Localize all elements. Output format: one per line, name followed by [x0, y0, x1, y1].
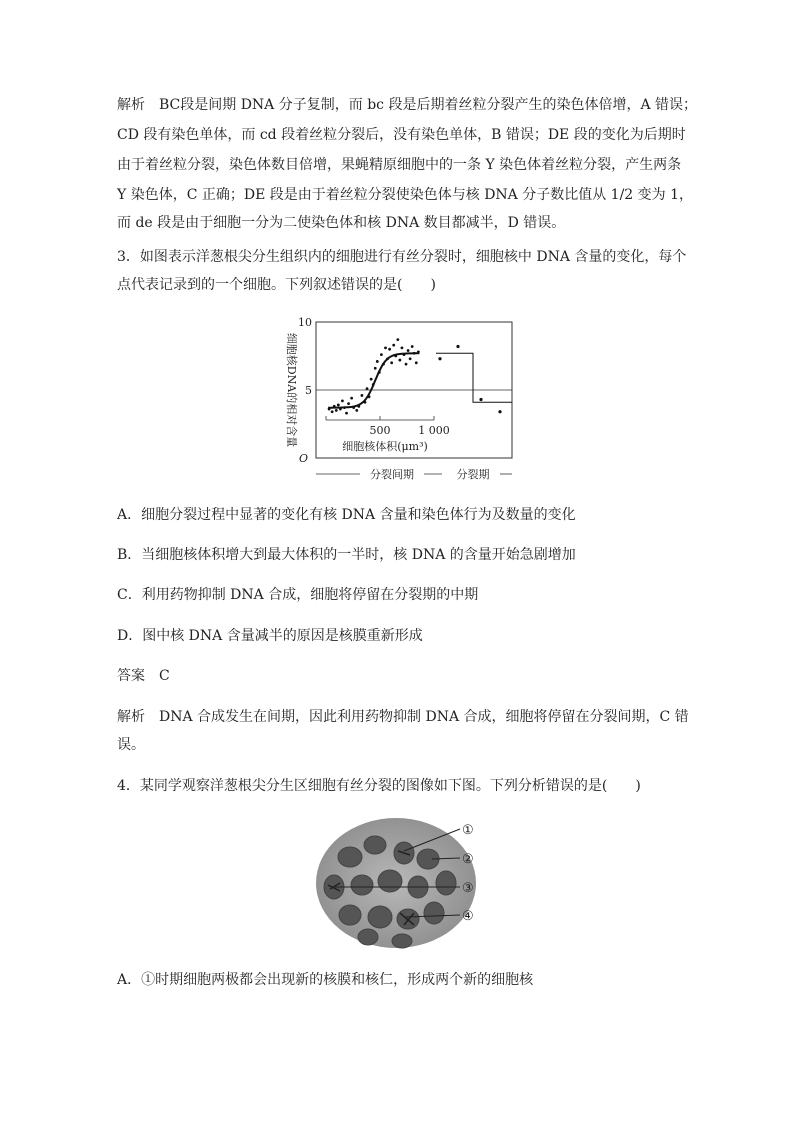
q3-option-d: D．图中核 DNA 含量减半的原因是核膜重新形成	[117, 628, 423, 644]
analysis-line-1	[117, 95, 697, 115]
cell-micrograph-figure	[310, 815, 490, 955]
analysis-line-2: CD 段有染色单体，而 cd 段着丝粒分裂后，没有染色单体，B 错误；DE 段的变化为后期时	[117, 127, 686, 143]
data-point	[374, 367, 377, 370]
data-point	[347, 402, 350, 405]
data-point	[341, 399, 344, 402]
q3-analysis-text-1: DNA 合成发生在间期，因此利用药物抑制 DNA 合成，细胞将停留在分裂间期，C 错	[159, 709, 689, 725]
data-point	[337, 404, 340, 407]
data-point	[409, 357, 412, 360]
data-point	[366, 387, 369, 390]
q3-answer	[117, 666, 170, 686]
label-2: ②	[462, 852, 474, 867]
answer-label: 答案	[117, 668, 145, 684]
division-point	[438, 357, 441, 360]
data-point	[396, 338, 399, 341]
q3-stem-2: 点代表记录到的一个细胞。下列叙述错误的是( )	[117, 277, 436, 293]
data-point	[355, 409, 358, 412]
analysis-line-3: 由于着丝粒分裂，染色体数目倍增，果蝇精原细胞中的一条 Y 染色体着丝粒分裂，产生两条	[117, 157, 682, 173]
q3-option-a: A．细胞分裂过程中显著的变化有核 DNA 含量和染色体行为及数量的变化	[117, 507, 576, 523]
analysis-line-5: 而 de 段是由于细胞一分为二使染色体和核 DNA 数目都减半，D 错误。	[117, 215, 566, 231]
q3-option-c: C．利用药物抑制 DNA 合成，细胞将停留在分裂期的中期	[117, 587, 479, 603]
q3-analysis-line-1	[117, 707, 689, 727]
x-axis-label: 细胞核体积(μm³)	[342, 440, 428, 453]
data-point	[376, 360, 379, 363]
answer-value: C	[159, 668, 170, 684]
data-point	[370, 378, 373, 381]
q3-analysis-line-2: 误。	[117, 737, 145, 753]
data-point	[405, 363, 408, 366]
interphase-curve	[328, 353, 419, 407]
analysis-label: 解析	[117, 709, 145, 725]
y-tick-label: 5	[305, 384, 312, 397]
q3-stem-1: 3．如图表示洋葱根尖分生组织内的细胞进行有丝分裂时，细胞核中 DNA 含量的变化，每个	[117, 249, 687, 265]
data-point	[401, 346, 404, 349]
label-1: ①	[462, 823, 474, 838]
analysis-line-4: Y 染色体，C 正确；DE 段是由于着丝粒分裂使染色体与核 DNA 分子数比值从 1/2 变为 1，	[117, 187, 694, 203]
analysis-text-1: BC段是间期 DNA 分子复制，而 bc 段是后期着丝粒分裂产生的染色体倍增，A 错误；	[159, 97, 698, 113]
data-point	[407, 349, 410, 352]
q4-stem: 4．某同学观察洋葱根尖分生区细胞有丝分裂的图像如下图。下列分析错误的是( )	[117, 778, 641, 794]
phase-label-division: 分裂期	[456, 468, 490, 481]
division-point	[498, 410, 501, 413]
data-point	[390, 361, 393, 364]
origin-label: O	[298, 452, 308, 465]
chart-root	[285, 316, 512, 481]
data-point	[415, 361, 418, 364]
data-point	[380, 353, 383, 356]
division-point	[479, 398, 482, 401]
y-tick-label: 10	[298, 316, 312, 329]
data-point	[350, 397, 353, 400]
data-point	[335, 409, 338, 412]
label-3: ③	[462, 881, 474, 896]
data-point	[384, 346, 387, 349]
y-axis-label: 细胞核DNA的相对含量	[285, 332, 298, 448]
data-point	[361, 394, 364, 397]
x-tick-label: 500	[369, 424, 391, 437]
division-point	[456, 345, 459, 348]
dna-content-chart	[268, 308, 518, 483]
q4-option-a: A．①时期细胞两极都会出现新的核膜和核仁，形成两个新的细胞核	[117, 972, 534, 988]
data-point	[388, 348, 391, 351]
q3-option-b: B．当细胞核体积增大到最大体积的一半时，核 DNA 的含量开始急剧增加	[117, 547, 576, 563]
data-point	[392, 344, 395, 347]
data-point	[331, 410, 334, 413]
data-point	[345, 412, 348, 415]
phase-label-interphase: 分裂间期	[370, 468, 414, 481]
x-tick-label: 1 000	[418, 424, 450, 437]
data-point	[398, 359, 401, 362]
label-4: ④	[462, 909, 474, 924]
division-step-line	[436, 353, 512, 402]
analysis-label: 解析	[117, 97, 145, 113]
data-point	[411, 345, 414, 348]
